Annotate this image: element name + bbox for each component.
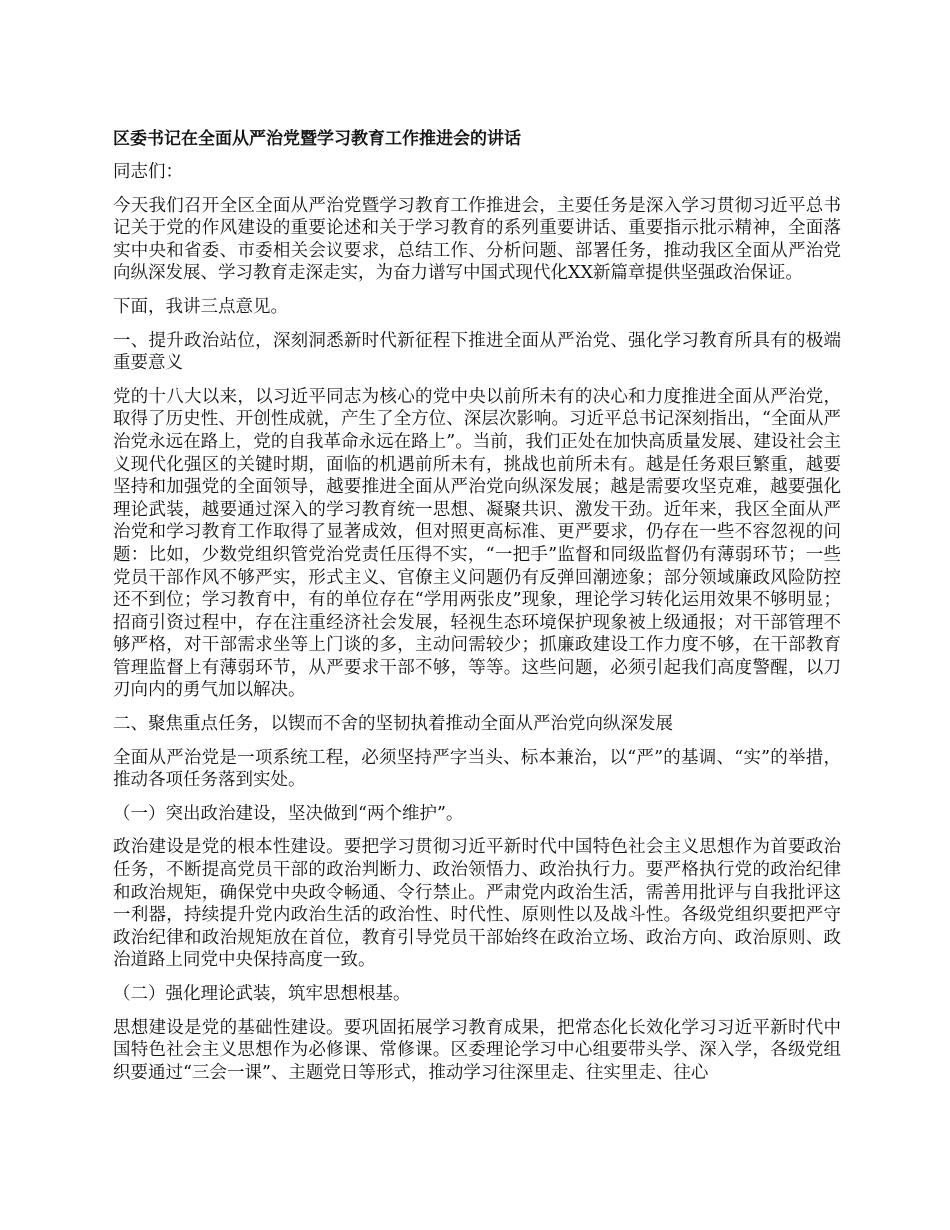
paragraph-subsection-2: 思想建设是党的基础性建设。要巩固拓展学习教育成果，把常态化长效化学习习近平新时代中国特色社会主义思想作为必修课、常修课。区委理论学习中心组要带头学、深入学，各级党组织要通过“三会一课”、主题党日等形式，推动学习往深里走、往实里走、往心 <box>113 1017 841 1083</box>
subsection-heading-1: （一）突出政治建设，坚决做到“两个维护”。 <box>113 803 464 824</box>
paragraph-section-2: 全面从严治党是一项系统工程，必须坚持严字当头、标本兼治，以“严”的基调、“实”的举措，推动各项任务落到实处。 <box>113 747 841 791</box>
section-heading-2: 二、聚焦重点任务，以锲而不舍的坚韧执着推动全面从严治党向纵深发展 <box>113 714 673 735</box>
salutation: 同志们： <box>113 162 183 182</box>
document-title: 区委书记在全面从严治党暨学习教育工作推进会的讲话 <box>113 129 521 149</box>
paragraph-intro: 今天我们召开全区全面从严治党暨学习教育工作推进会，主要任务是深入学习贯彻习近平总书记关于党的作风建设的重要论述和关于学习教育的系列重要讲话、重要指示批示精神，全面落实中央和省委、市委相关会议要求，总结工作、分析问题、部署任务，推动我区全面从严治党向纵深发展、学习教育走深走实，为奋力谱写中国式现代化XX新篇章提供坚强政治保证。 <box>113 195 841 284</box>
document-page <box>113 128 841 1095</box>
paragraph-subsection-1: 政治建设是党的根本性建设。要把学习贯彻习近平新时代中国特色社会主义思想作为首要政治任务，不断提高党员干部的政治判断力、政治领悟力、政治执行力。要严格执行党的政治纪律和政治规矩，确保党中央政令畅通、令行禁止。严肃党内政治生活，需善用批评与自我批评这一利器，持续提升党内政治生活的政治性、时代性、原则性以及战斗性。各级党组织要把严守政治纪律和政治规矩放在首位，教育引导党员干部始终在政治立场、政治方向、政治原则、政治道路上同党中央保持高度一致。 <box>113 837 841 971</box>
subsection-heading-2: （二）强化理论武装，筑牢思想根基。 <box>113 984 411 1004</box>
paragraph-section-1: 党的十八大以来，以习近平同志为核心的党中央以前所未有的决心和力度推进全面从严治党，取得了历史性、开创性成就，产生了全方位、深层次影响。习近平总书记深刻指出，“全面从严治党永远在路上，党的自我革命永远在路上”。当前，我们正处在加快高质量发展、建设社会主义现代化强区的关键时期，面临的机遇前所未有，挑战也前所未有。越是任务艰巨繁重，越要坚持和加强党的全面领导，越要推进全面从严治党向纵深发展；越是需要攻坚克难，越要强化理论武装，越要通过深入的学习教育统一思想、凝聚共识、激发干劲。近年来，我区全面从严治党和学习教育工作取得了显著成效，但对照更高标准、更严要求，仍存在一些不容忽视的问题：比如，少数党组织管党治党责任压得不实，“一把手”监督和同级监督仍有薄弱环节；一些党员干部作风不够严实，形式主义、官僚主义问题仍有反弹回潮迹象；部分领域廉政风险防控还不到位；学习教育中，有的单位存在“学用两张皮”现象，理论学习转化运用效果不够明显；招商引资过程中，存在注重经济社会发展，轻视生态环境保护现象被上级通报；对干部管理不够严格，对干部需求坐等上门谈的多，主动问需较少；抓廉政建设工作力度不够，在干部教育管理监督上有薄弱环节，从严要求干部不够，等等。这些问题，必须引起我们高度警醒，以刀刃向内的勇气加以解决。 <box>113 386 841 701</box>
paragraph-outline: 下面，我讲三点意见。 <box>113 296 288 317</box>
section-heading-1: 一、提升政治站位，深刻洞悉新时代新征程下推进全面从严治党、强化学习教育所具有的极端重要意义 <box>113 330 841 374</box>
